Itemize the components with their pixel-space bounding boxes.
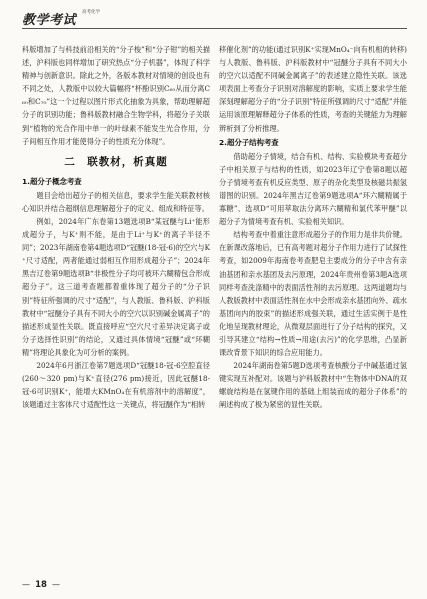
- paragraph: 题目会给出超分子的相关信息，要求学生能关联教材核心知识并结合超纲信息理解超分子的定义、组成和特征等。: [22, 190, 210, 213]
- paragraph: 例如，2024年广东卷第13题选项B“某冠醚与Li⁺能形成超分子，与K⁺则不能，是由于Li⁺与K⁺的离子半径不同”；2023年湖南卷第4题选项D“冠醚(18-冠-6)的空穴与K⁺尺寸适配，两者能通过弱相互作用形成超分子”；2024年黑吉辽卷第9题选项B“非极性分子均可被环六糊精包合形成超分子”。这三道考查题都着重体现了超分子的“分子识别”特征所强调的尺寸“适配”，与人教版、鲁科版、沪科版教材中“冠醚分子具有不同大小的空穴以识别碱金属离子”的描述形成显性关联。既直接呼应“空穴尺寸差异决定离子或分子选择性识别”的结论，又通过具体情境“冠醚”或“环糊精”将理论具象化为可分析的案例。: [22, 216, 210, 357]
- right-column: [219, 43, 407, 412]
- paragraph: 结构考查中着重注意形成超分子的作用力是非共价键。在新课改落地后，已有高考题对超分子作用力进行了试探性考查，如2009年海南卷考查肥皂主要成分的分子中含有亲油基团和亲水基团及去污原理，2024年贵州卷第3题A选项同样考查洗涤精中的表面活性剂的去污原理。这两道题均与人教版教材中表面活性剂在水中会形成亲水基团向外、疏水基团向内的胶束”的描述形成强关联，通过生活实例于是性化地呈现教材理论，从微观层面进行了分子结构的探究，又引导其建立“结构→性质→用途(去污)”的化学思维，凸显新课改背景下知识的综合应用能力。: [219, 230, 407, 358]
- subsection-title: 2.超分子结构考查: [219, 137, 279, 147]
- left-column: [22, 43, 210, 411]
- page-number: 18: [35, 580, 47, 590]
- paragraph: 移催化剂”的功能(通过识别K⁺实现MnO₄⁻向有机相的转移)与人教版、鲁科版、沪科版教材中“冠醚分子具有不同大小的空穴以适配不同碱金属离子”的表述建立隐性关联。该选项表面上考查分子识别对溶解度的影响，实质上要求学生能深刻理解超分子的“分子识别”特征所强调的尺寸“适配”并能运用该原理解释超分子体系的性质，考查的关键能力为理解辨析到了分析推理。: [219, 45, 407, 133]
- footer-dash: —: [52, 580, 61, 589]
- subsection-title: 1.超分子概念考查: [22, 176, 82, 186]
- paragraph: 2024年6月浙江卷第7题选项D“冠醚18-冠-6空腔直径(260～320 pm)与K⁺直径(276 pm)接近，因此冠醚18-冠-6可识别K⁺，能增大KMnO₄在有机溶剂中的溶解度”，该题通过主客体尺寸适配性这一关键点，将冠醚作为“相转: [22, 360, 210, 410]
- paragraph: 2024年湖南卷第5题D选项考查核酸分子中碱基通过氢键实现互补配对。该题与沪科版教材中“生物体中DNA的双螺旋结构是在氢键作用的基础上组装而成的超分子体系”的阐述构成了极为紧密的显性关联。: [219, 361, 407, 410]
- paragraph: 科版增加了与科技前沿相关的“分子梭”和“分子钳”的相关描述，沪科版也同样增加了研究热点“分子机器”，体现了科学精神与创新意识。除此之外，各版本教材对情境的创设也有不同之处，人教版中以较大篇幅将“杯酚识别C₆₀从而分离C₆₀和C₇₀”这一个过程以图片形式化抽象为具象，帮助理解超分子的识别功能；鲁科版教材融合生物学科，将超分子关联到“植物的光合作用中单一的叶绿素不能发生光合作用，分子间相互作用才能使得分子的性质充分体现”。: [22, 45, 210, 146]
- journal-subtitle: 高考化学: [82, 10, 100, 15]
- page-footer: [22, 572, 60, 591]
- journal-logo: 教学考试: [22, 13, 77, 28]
- header-rule: [22, 28, 407, 29]
- paragraph: 借助超分子情境，结合有机、结构、实验模块考查超分子中相关原子与结构的性质，如2023年辽宁卷第8题以超分子情境考查有机反应类型、原子的杂化类型及核磁共振氢谱图的识别。2024年黑吉辽卷第9题选项A“环六糊精属于寡糖”、选项D“可用萃取法分离环六糊精和氯代苯甲醚”以超分子为情境考查有机、实验相关知识。: [219, 151, 407, 227]
- page-header: [22, 9, 407, 33]
- footer-dash: —: [22, 580, 30, 589]
- section-title: 二 联教材，析真题: [64, 155, 168, 168]
